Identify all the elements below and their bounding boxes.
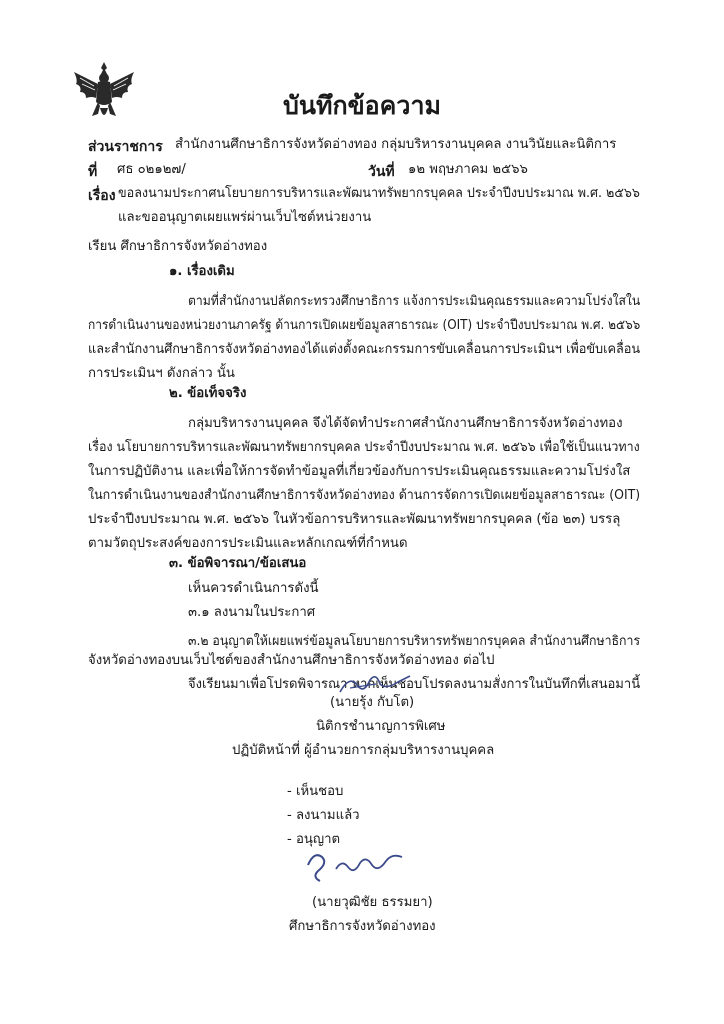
signature-2-icon [300,845,410,885]
subject-line-1: ขอลงนามประกาศนโยบายการบริหารและพัฒนาทรัพยากรบุคคล ประจำปีงบประมาณ พ.ศ. ๒๕๖๖ [118,186,640,201]
signer1-acting: ปฏิบัติหน้าที่ ผู้อำนวยการกลุ่มบริหารงานบุคคล [232,743,495,758]
order-item: - อนุญาต [287,832,341,847]
signature-1-icon [336,668,416,698]
signer2-position: ศึกษาธิการจังหวัดอ่างทอง [289,919,436,934]
signer1-position: นิติกรชำนาญการพิเศษ [316,719,446,734]
date-value: ๑๒ พฤษภาคม ๒๕๖๖ [408,162,528,177]
agency-value: สำนักงานศึกษาธิการจังหวัดอ่างทอง กลุ่มบริหารงานบุคคล งานวินัยและนิติการ [175,137,617,152]
section3-intro: เห็นควรดำเนินการดังนี้ [188,581,319,596]
ref-label: ที่ [88,164,98,180]
section2-line: ตามวัตถุประสงค์ของการประเมินและหลักเกณฑ์ที่กำหนด [88,536,408,551]
order-item: - เห็นชอบ [287,784,344,799]
section1-line: การประเมินฯ ดังกล่าว นั้น [88,366,235,381]
section2-line: ในการดำเนินงานของสำนักงานศึกษาธิการจังหวัดอ่างทอง ด้านการจัดการเปิดเผยข้อมูลสาธารณะ (OIT) [88,488,641,503]
section2-line: เรื่อง นโยบายการบริหารและพัฒนาทรัพยากรบุคคล ประจำปีงบประมาณ พ.ศ. ๒๕๖๖ เพื่อใช้เป็นแนวทาง [88,440,640,455]
section2-line: ในการปฏิบัติงาน และเพื่อให้การจัดทำข้อมูลที่เกี่ยวข้องกับการประเมินคุณธรรมและความโปร่งใส [88,464,631,479]
section3-item-2-line-1: ๓.๒ อนุญาตให้เผยแพร่ข้อมูลนโยบายการบริหารทรัพยากรบุคคล สำนักงานศึกษาธิการ [188,634,641,649]
section1-heading: ๑. เรื่องเดิม [169,264,235,279]
date-label: วันที่ [368,164,395,180]
order-item: - ลงนามแล้ว [287,808,360,823]
signer1-name: (นายรุ้ง กับโต) [330,695,415,710]
closing-text: จึงเรียนมาเพื่อโปรดพิจารณา หากเห็นชอบโปรดลงนามสั่งการในบันทึกที่เสนอมานี้ [188,677,641,692]
garuda-emblem-icon [68,58,140,130]
section1-line: การดำเนินงานของหน่วยงานภาครัฐ ด้านการเปิดเผยข้อมูลสาธารณะ (OIT) ประจำปีงบประมาณ พ.ศ. ๒๕๖๖ [88,318,641,333]
section2-heading: ๒. ข้อเท็จจริง [169,386,247,401]
section3-heading: ๓. ข้อพิจารณา/ข้อเสนอ [169,556,307,571]
section2-line: ประจำปีงบประมาณ พ.ศ. ๒๕๖๖ ในหัวข้อการบริหารและพัฒนาทรัพยากรบุคคล (ข้อ ๒๓) บรรลุ [88,512,621,527]
salutation: เรียน ศึกษาธิการจังหวัดอ่างทอง [88,239,268,254]
section1-line: และสำนักงานศึกษาธิการจังหวัดอ่างทองได้แต่งตั้งคณะกรรมการขับเคลื่อนการประเมินฯ เพื่อขับเคลื่อน [88,342,641,357]
memo-title: บันทึกข้อความ [283,91,441,120]
section2-line: กลุ่มบริหารงานบุคคล จึงได้จัดทำประกาศสำนักงานศึกษาธิการจังหวัดอ่างทอง [188,416,623,431]
subject-label: เรื่อง [88,188,116,204]
section3-item-1: ๓.๑ ลงนามในประกาศ [188,605,316,620]
ref-value: ศธ ๐๒๑๒๗/ [117,162,186,177]
section1-line: ตามที่สำนักงานปลัดกระทรวงศึกษาธิการ แจ้งการประเมินคุณธรรมและความโปร่งใสใน [188,294,641,309]
signer2-name: (นายวุฒิชัย ธรรมยา) [312,895,433,910]
subject-line-2: และขออนุญาตเผยแพร่ผ่านเว็บไซต์หน่วยงาน [118,210,372,225]
section3-item-2-line-2: จังหวัดอ่างทองบนเว็บไซต์ของสำนักงานศึกษาธิการจังหวัดอ่างทอง ต่อไป [88,653,495,668]
agency-label: ส่วนราชการ [88,139,163,155]
